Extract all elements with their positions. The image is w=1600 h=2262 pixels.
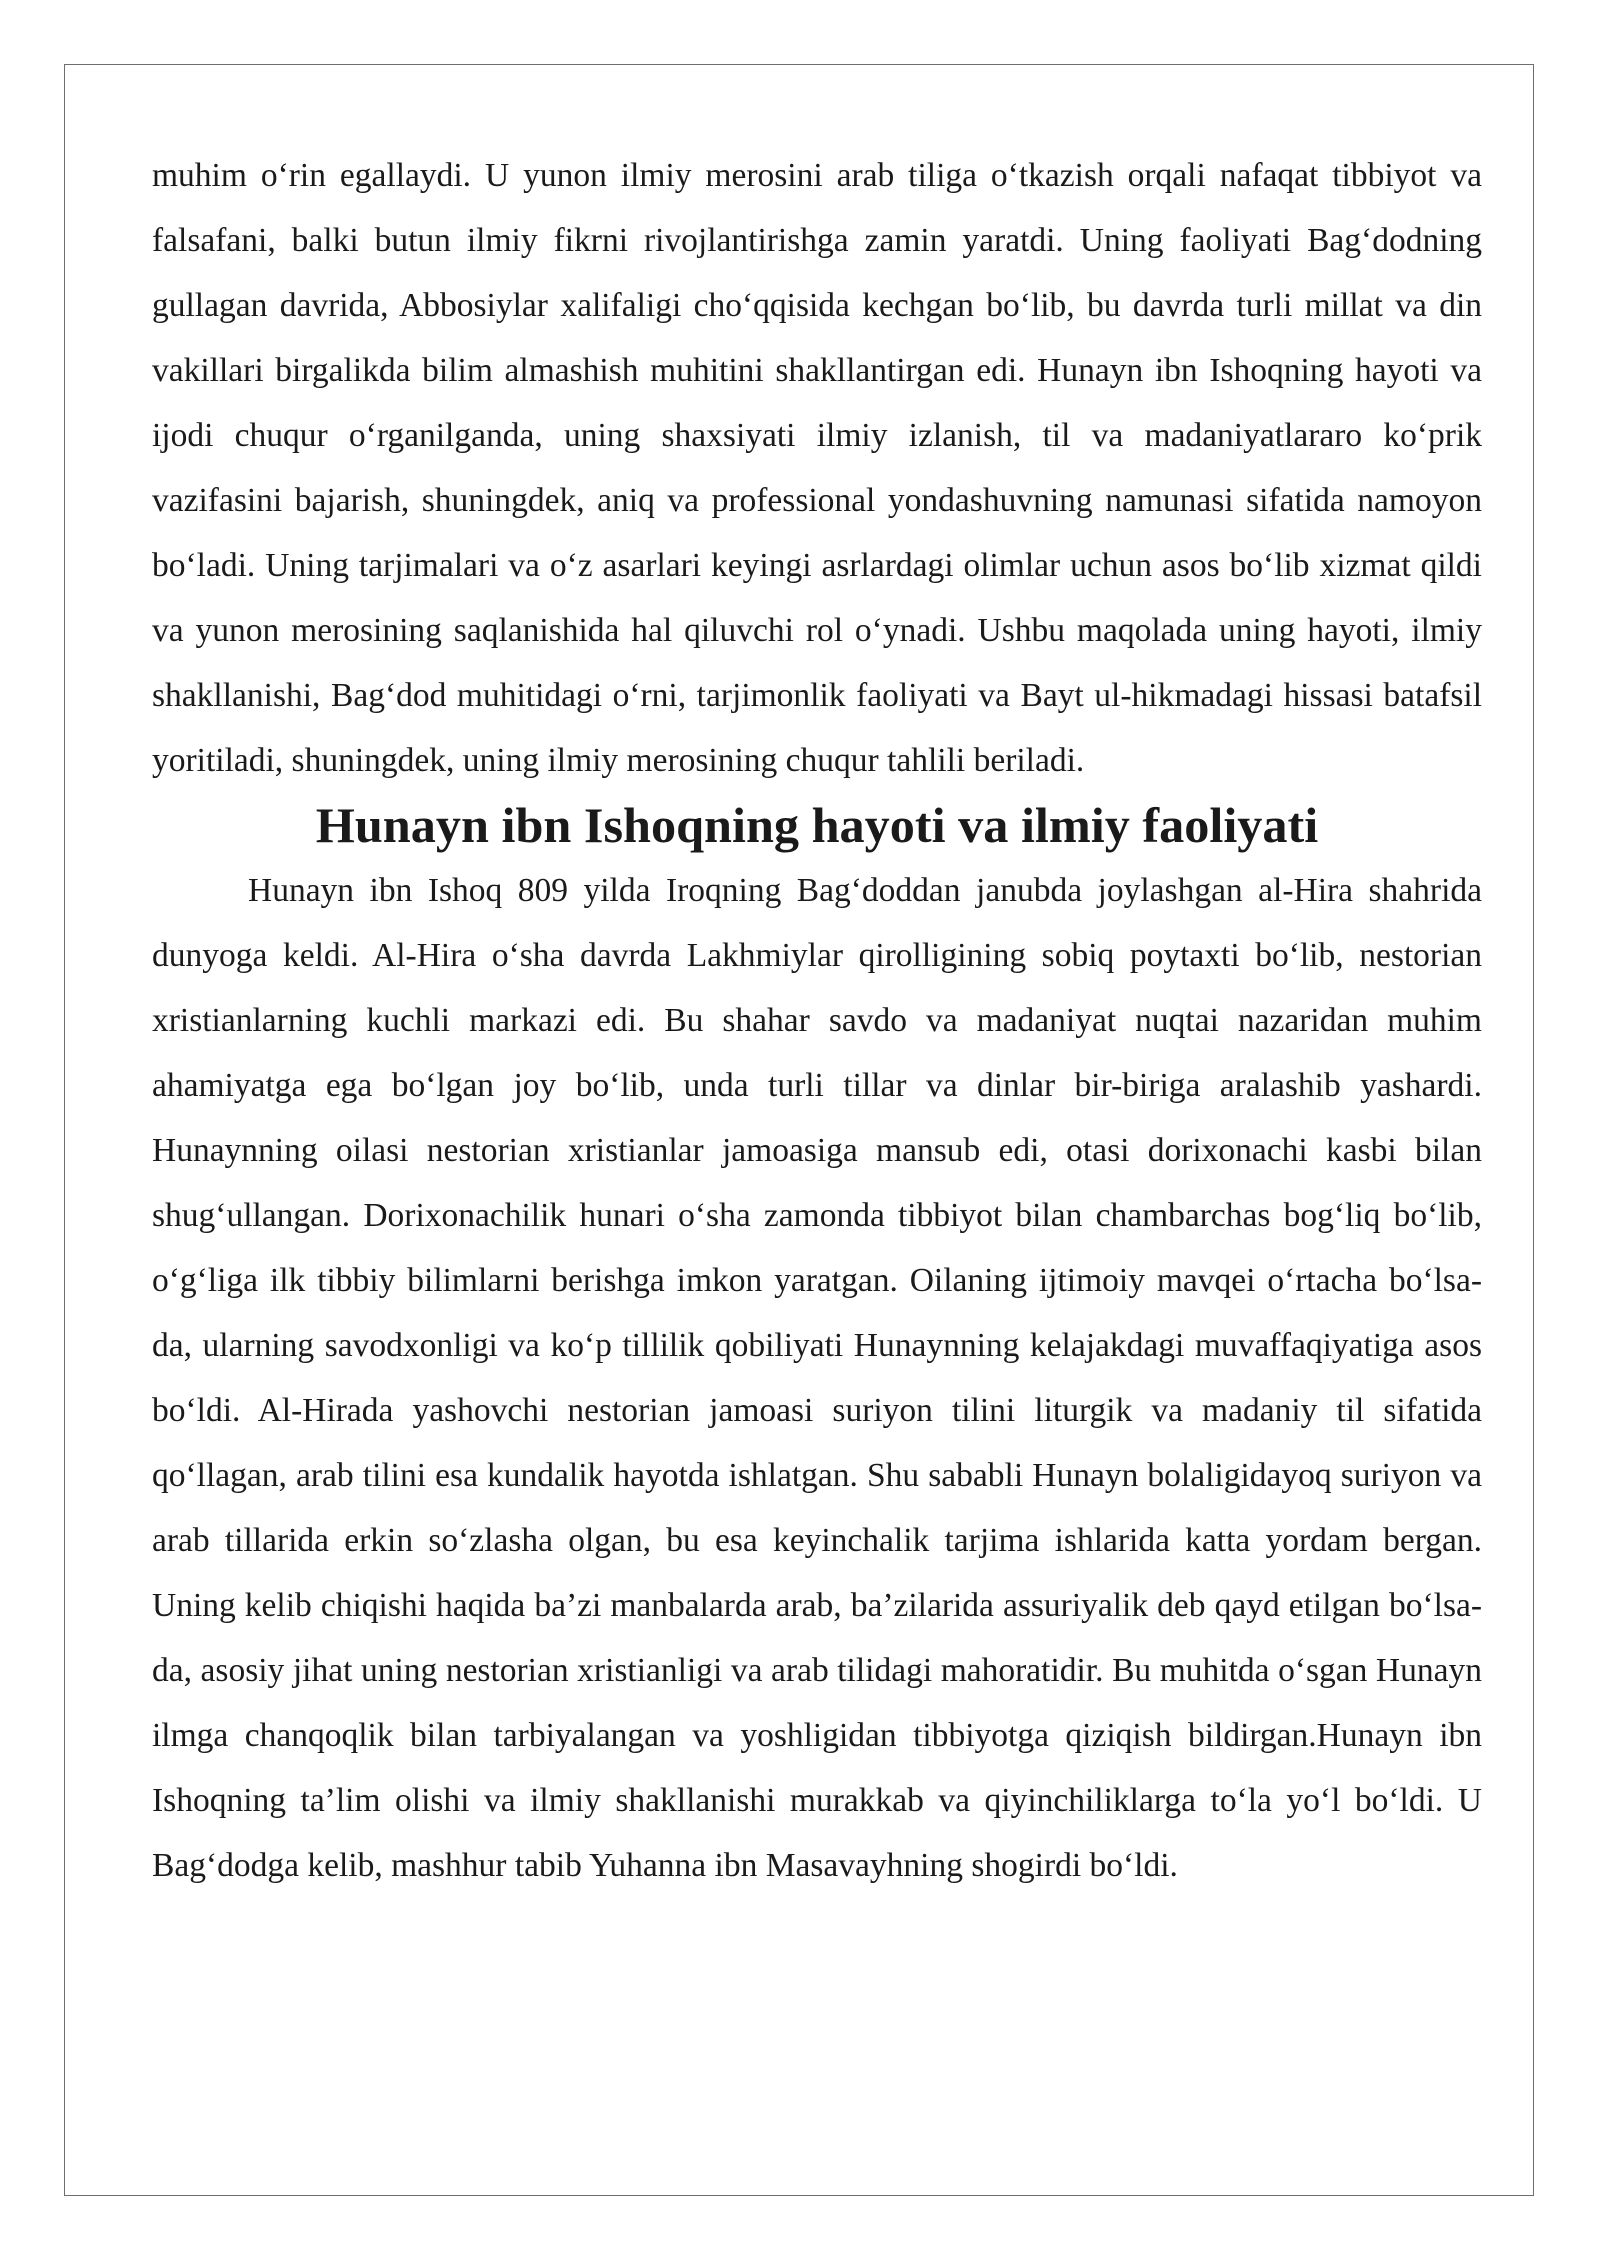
section-heading: Hunayn ibn Ishoqning hayoti va ilmiy faoliyati [315, 797, 1319, 853]
intro-paragraph: muhim o‘rin egallaydi. U yunon ilmiy merosini arab tiliga o‘tkazish orqali nafaqat tibbiyot va falsafani, balki butun ilmiy fikrni rivojlantirishga zamin yaratdi. Uning faoliyati Bag‘dodning gullagan davrida, Abbosiylar xalifaligi cho‘qqisida kechgan bo‘lib, bu davrda turli millat va din vakillari birgalikda bilim almashish muhitini shakllantirgan edi. Hunayn ibn Ishoqning hayoti va ijodi chuqur o‘rganilganda, uning shaxsiyati ilmiy izlanish, til va madaniyatlararo ko‘prik vazifasini bajarish, shuningdek, aniq va professional yondashuvning namunasi sifatida namoyon bo‘ladi. Uning tarjimalari va o‘z asarlari keyingi asrlardagi olimlar uchun asos bo‘lib xizmat qildi va yunon merosining saqlanishida hal qiluvchi rol o‘ynadi. Ushbu maqolada uning hayoti, ilmiy shakllanishi, Bag‘dod muhitidagi o‘rni, tarjimonlik faoliyati va Bayt ul-hikmadagi hissasi batafsil yoritiladi, shuningdek, uning ilmiy merosining chuqur tahlili beriladi. [152, 157, 1482, 779]
document-body [152, 143, 1482, 1898]
biography-paragraph: Hunayn ibn Ishoq 809 yilda Iroqning Bag‘doddan janubda joylashgan al-Hira shahrida dunyoga keldi. Al-Hira o‘sha davrda Lakhmiylar qirolligining sobiq poytaxti bo‘lib, nestorian xristianlarning kuchli markazi edi. Bu shahar savdo va madaniyat nuqtai nazaridan muhim ahamiyatga ega bo‘lgan joy bo‘lib, unda turli tillar va dinlar bir-biriga aralashib yashardi. Hunaynning oilasi nestorian xristianlar jamoasiga mansub edi, otasi dorixonachi kasbi bilan shug‘ullangan. Dorixonachilik hunari o‘sha zamonda tibbiyot bilan chambarchas bog‘liq bo‘lib, o‘g‘liga ilk tibbiy bilimlarni berishga imkon yaratgan. Oilaning ijtimoiy mavqei o‘rtacha bo‘lsa-da, ularning savodxonligi va ko‘p tillilik qobiliyati Hunaynning kelajakdagi muvaffaqiyatiga asos bo‘ldi. Al-Hirada yashovchi nestorian jamoasi suriyon tilini liturgik va madaniy til sifatida qo‘llagan, arab tilini esa kundalik hayotda ishlatgan. Shu sababli Hunayn bolaligidayoq suriyon va arab tillarida erkin so‘zlasha olgan, bu esa keyinchalik tarjima ishlarida katta yordam bergan. Uning kelib chiqishi haqida ba’zi manbalarda arab, ba’zilarida assuriyalik deb qayd etilgan bo‘lsa-da, asosiy jihat uning nestorian xristianligi va arab tilidagi mahoratidir. Bu muhitda o‘sgan Hunayn ilmga chanqoqlik bilan tarbiyalangan va yoshligidan tibbiyotga qiziqish bildirgan.Hunayn ibn Ishoqning ta’lim olishi va ilmiy shakllanishi murakkab va qiyinchiliklarga to‘la yo‘l bo‘ldi. U Bag‘dodga kelib, mashhur tabib Yuhanna ibn Masavayhning shogirdi bo‘ldi. [152, 872, 1482, 1884]
